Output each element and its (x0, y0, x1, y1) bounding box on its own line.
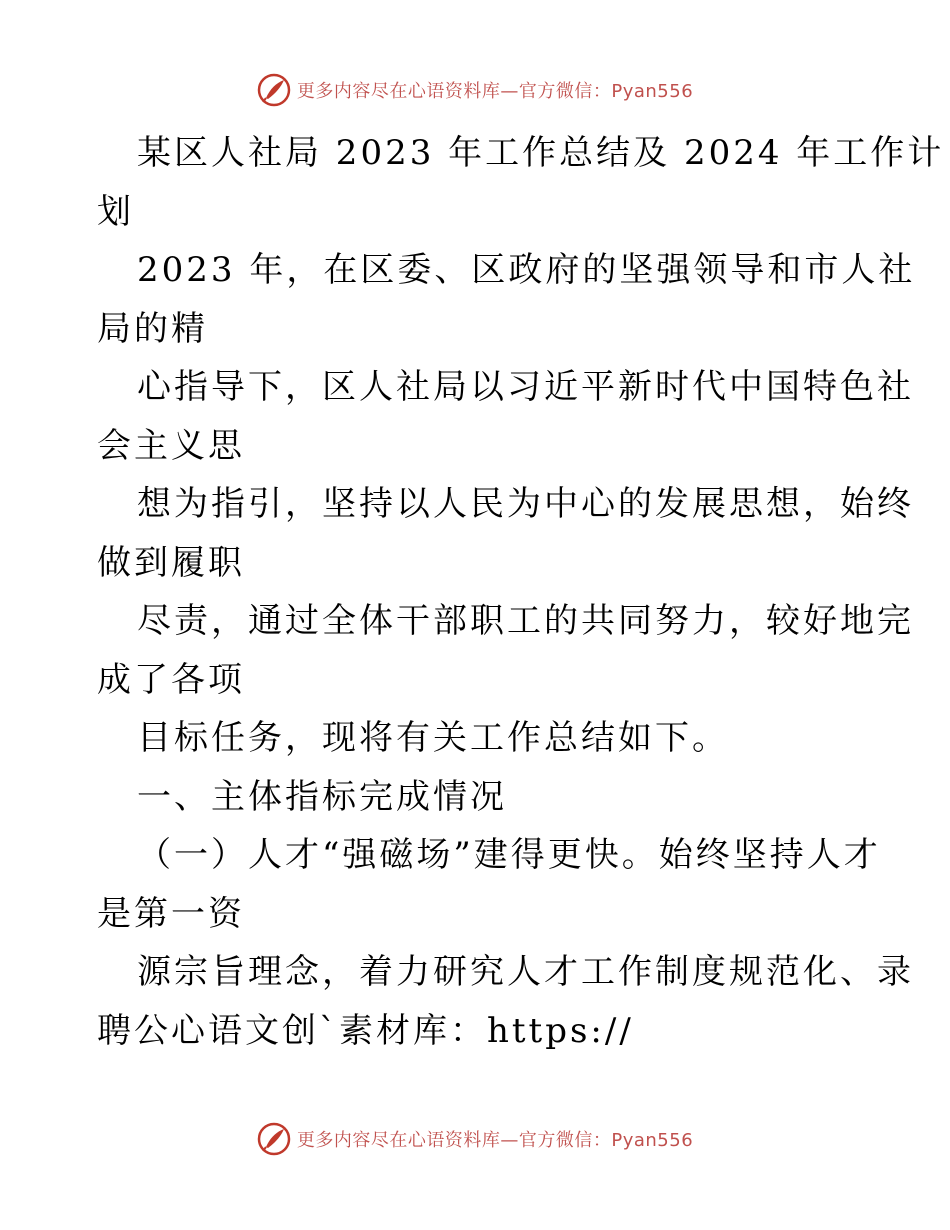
document-line: 2023 年，在区委、区政府的坚强领导和市人社 (137, 250, 916, 290)
document-line: 想为指引，坚持以人民为中心的发展思想，始终 (137, 484, 914, 524)
document-line: 某区人社局 2023 年工作总结及 2024 年工作计 (137, 133, 945, 173)
document-line: 划 (97, 191, 134, 232)
document-line: 尽责，通过全体干部职工的共同努力，较好地完 (137, 601, 914, 641)
document-line: 是第一资 (97, 893, 245, 934)
footer-banner-text: 更多内容尽在心语资料库—官方微信：Pyan556 (296, 1130, 694, 1151)
header-banner (0, 70, 950, 110)
document-line: 做到履职 (97, 542, 245, 583)
document-line: 聘公心语文创`素材库：https:// (97, 1010, 634, 1051)
feather-pen-logo-icon (257, 1122, 291, 1156)
document-line: 源宗旨理念，着力研究人才工作制度规范化、录 (137, 952, 914, 992)
document-line: 局的精 (97, 308, 208, 349)
document-line: （一）人才“强磁场”建得更快。始终坚持人才 (137, 835, 881, 875)
document-line: 目标任务，现将有关工作总结如下。 (137, 718, 729, 758)
document-line: 心指导下，区人社局以习近平新时代中国特色社 (137, 367, 914, 407)
feather-pen-logo-icon (257, 73, 291, 107)
document-line: 成了各项 (97, 659, 245, 700)
document-line: 会主义思 (97, 425, 245, 466)
header-banner-text: 更多内容尽在心语资料库—官方微信：Pyan556 (296, 81, 694, 102)
document-body (97, 124, 945, 1060)
footer-banner (0, 1119, 950, 1159)
document-line: 一、主体指标完成情况 (137, 776, 507, 817)
